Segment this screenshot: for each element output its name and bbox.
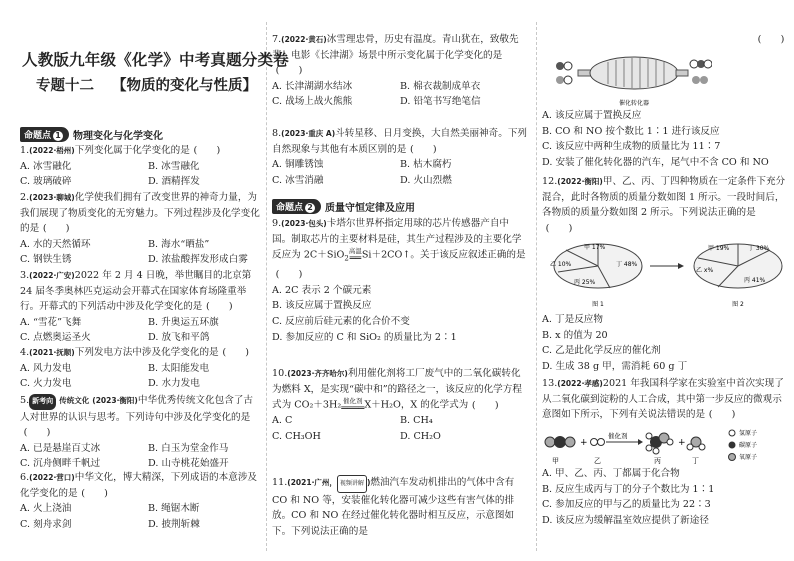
page-title: 人教版九年级《化学》中考真题分类卷	[22, 51, 289, 69]
molecule-bing	[646, 433, 673, 454]
pie-label: 乙 x%	[696, 267, 714, 274]
section-title: 质量守恒定律及应用	[325, 202, 416, 214]
option-d[interactable]: D. 铅笔书写绝笔信	[400, 96, 481, 108]
question-11-continued: ( )	[757, 34, 785, 45]
molecule-reaction-figure	[542, 426, 788, 466]
question-11: 11.(2021·广州， 视频讲解 )燃油汽车发动机排出的气体中含有 CO 和 NO 等，安装催化转化器可减少这些有害气体的排放。CO 和 NO 在经过催化转化器时相互反应，示意图如下。下列说法正确的是	[272, 477, 515, 537]
arrow-head	[638, 439, 643, 445]
video-badge[interactable]: 视频讲解	[337, 475, 367, 493]
question-5: 5. 新考向 传统文化 (2023·衡阳)中华优秀传统文化包含了古人对世界的认识与思考。下列诗句中涉及化学变化的是( ) A. 已是悬崖百丈冰 B. 白玉为堂金作马 C. 沉舟侧畔千帆过 D. 山寺桃花始盛开	[20, 393, 260, 472]
question-8: 8.(2023·重庆 A)斗转星移、日月变换，大自然美丽神奇。下列自然现象与其他有本质区别的是 ( ) A. 铜雕锈蚀 B. 枯木腐朽 C. 冰雪消融 D. 火山烈燃	[272, 126, 528, 188]
option-d[interactable]: D. 水力发电	[148, 378, 200, 390]
new-trend-badge: 新考向	[29, 394, 56, 410]
pie-chart-2	[694, 244, 782, 308]
option-b[interactable]: B. 绳锯木断	[148, 503, 200, 515]
option-c[interactable]: C. 钢铁生锈	[20, 254, 72, 266]
reaction-condition: 催化剂	[608, 432, 628, 440]
section-header-2	[272, 199, 415, 213]
column-divider	[536, 22, 537, 551]
svg-text:+: +	[678, 438, 686, 448]
question-7: 7.(2022·黄石)冰雪理忠骨，历史有温度。青山犹在，致敬先辈！电影《长津湖》场景中所示变化属于化学变化的是( ) A. 长津湖湖水结冰 B. 棉衣裁制成单衣 C. 战场上战火熊熊 D. 铅笔书写绝笔信	[272, 32, 528, 110]
option-d[interactable]: D. CH₂O	[400, 430, 441, 442]
option-d[interactable]: D. 放飞和平鸽	[148, 332, 210, 344]
question-11-options	[542, 108, 788, 170]
molecule-atom	[556, 62, 564, 70]
option-b[interactable]: B. 冰雪融化	[148, 160, 200, 172]
molecule-yi	[591, 439, 605, 446]
option-d[interactable]: D. 酒精挥发	[148, 176, 200, 188]
molecule-ding	[687, 437, 705, 450]
option-a[interactable]: A. 甲、乙、丙、丁都属于化合物	[542, 468, 680, 479]
topic-subtitle: 【物质的变化与性质】	[112, 78, 257, 94]
svg-text:碳原子: 碳原子	[739, 442, 758, 449]
option-d[interactable]: D. 安装了催化转化器的汽车，尾气中不含 CO 和 NO	[542, 156, 769, 168]
pie-chart-1	[550, 243, 642, 308]
topic-number: 专题十二	[36, 78, 94, 94]
option-b[interactable]: B. CH₄	[400, 415, 433, 427]
molecule-label: 乙	[594, 457, 601, 465]
question-9: 9.(2023·包头)卡塔尔世界杯指定用球的芯片传感器产自中国。制取芯片的主要材料是硅，其生产过程涉及的主要化学反应为 2C＋SiO$_2$ 高温 ══ Si＋2CO↑。关于该反应叙述正确的是( ) A. 2C 表示 2 个碳元素 B. 该反应属于置换反应 C. 反应前后硅元素的化合价不变 D. 参加反应的 C 和 SiO₂ 的质量比为 2∶1	[272, 216, 528, 345]
option-b[interactable]: B. 该反应属于置换反应	[272, 300, 372, 312]
figure-caption: 图 2	[732, 301, 744, 308]
option-b[interactable]: B. CO 和 NO 按个数比 1∶1 进行该反应	[542, 125, 720, 137]
question-13-options	[542, 466, 788, 528]
question-10: 10.(2023·齐齐哈尔)利用催化剂将工厂废气中的二氧化碳转化为燃料 X，是实现“碳中和”的路径之一，该反应的化学方程式为 CO₂＋3H₂ 催化剂 ════ X＋H₂O，X 的化学式为 ( ) A. C B. CH₄ C. CH₃OH D. CH₂O	[272, 366, 528, 444]
option-c[interactable]: C. 反应前后硅元素的化合价不变	[272, 315, 410, 327]
molecule-atom	[564, 76, 572, 84]
option-b[interactable]: B. 太阳能发电	[148, 362, 210, 374]
option-a[interactable]: A. 该反应属于置换反应	[542, 110, 642, 121]
svg-text:氧原子: 氧原子	[739, 454, 758, 461]
section-tag: 命题点 2	[272, 199, 321, 214]
option-a[interactable]: A. 风力发电	[20, 362, 72, 374]
molecule-label: 丙	[654, 457, 661, 465]
pie-label: 甲 19%	[708, 245, 730, 252]
option-c[interactable]: C. 该反应中两种生成物的质量比为 11∶7	[542, 141, 721, 153]
option-d[interactable]: D. 生成 38 g 甲，需消耗 60 g 丁	[542, 360, 688, 372]
option-c[interactable]: C. 乙是此化学反应的催化剂	[542, 345, 661, 357]
question-12-options	[542, 312, 788, 374]
pie-label: 丙 25%	[574, 279, 596, 286]
question-6: 6.(2022·营口)中华文化，博大精深，下列成语的本意涉及化学变化的是 ( ) A. 火上浇油 B. 绳锯木断 C. 刻舟求剑 D. 披荆斩棘	[20, 470, 260, 532]
option-a[interactable]: A. 2C 表示 2 个碳元素	[272, 284, 372, 296]
option-a[interactable]: A. 丁是反应物	[542, 314, 603, 325]
option-c[interactable]: C. 玻璃破碎	[20, 176, 72, 188]
option-d[interactable]: D. 披荆斩棘	[148, 518, 200, 530]
molecule-atom	[690, 60, 698, 68]
molecule-jia	[545, 436, 575, 448]
option-a[interactable]: A. 火上浇油	[20, 503, 72, 515]
section-header-1	[20, 127, 163, 141]
question-2: 2.(2023·聊城)化学使我们拥有了改变世界的神奇力量，为我们展现了物质变化的无穷魅力。下列过程涉及化学变化的是 ( ) A. 水的天然循环 B. 海水“晒盐” C. 钢铁生锈 D. 浓盐酸挥发形成白雾	[20, 190, 260, 268]
option-a[interactable]: A. 长津湖湖水结冰	[272, 80, 353, 92]
option-b[interactable]: B. x 的值为 20	[542, 329, 608, 341]
option-c[interactable]: C. 点燃奥运圣火	[20, 332, 91, 344]
pie-label: 甲 17%	[584, 244, 606, 251]
pie-label: 乙 10%	[550, 261, 572, 268]
molecule-atom	[692, 76, 700, 84]
option-c[interactable]: C. 沉舟侧畔千帆过	[20, 458, 101, 470]
molecule-atom	[556, 76, 564, 84]
option-d[interactable]: D. 火山烈燃	[400, 174, 452, 186]
question-4: 4.(2021·抚顺)下列发电方法中涉及化学变化的是 ( ) A. 风力发电 B. 太阳能发电 C. 火力发电 D. 水力发电	[20, 345, 260, 392]
option-c[interactable]: C. CH₃OH	[272, 430, 321, 442]
option-d[interactable]: D. 参加反应的 C 和 SiO₂ 的质量比为 2∶1	[272, 331, 457, 343]
option-a[interactable]: A. C	[272, 415, 293, 427]
section-title: 物理变化与化学变化	[73, 130, 164, 142]
option-b[interactable]: B. 升奥运五环旗	[148, 316, 219, 328]
option-d[interactable]: D. 该反应为缓解温室效应提供了新途径	[542, 514, 709, 526]
svg-text:氢原子: 氢原子	[739, 430, 758, 437]
option-c[interactable]: C. 冰雪消融	[272, 174, 324, 186]
pipe-outlet	[676, 70, 688, 76]
question-12: 12.(2022·衡阳)甲、乙、丙、丁四种物质在一定条件下充分混合，此时各物质的质量分数如图 1 所示。一段时间后，各物质的质量分数如图 2 所示。下列说法正确的是( )	[542, 176, 786, 234]
option-b[interactable]: B. 反应生成丙与丁的分子个数比为 1∶1	[542, 483, 715, 495]
question-1: 1.(2022·梧州)下列变化属于化学变化的是 ( ) A. 冰雪融化 B. 冰雪融化 C. 玻璃破碎 D. 酒精挥发	[20, 143, 260, 190]
option-c[interactable]: C. 参加反应的甲与乙的质量比为 22∶3	[542, 499, 711, 511]
option-c[interactable]: C. 刻舟求剑	[20, 518, 72, 530]
option-b[interactable]: B. 海水“晒盐”	[148, 238, 210, 250]
converter-body	[590, 57, 678, 89]
pie-charts-figure	[548, 236, 788, 310]
column-divider	[266, 22, 267, 551]
molecule-label: 丁	[692, 457, 699, 465]
molecule-atom	[700, 76, 708, 84]
option-a[interactable]: A. 冰雪融化	[20, 160, 72, 172]
option-c[interactable]: C. 战场上战火熊熊	[272, 96, 353, 108]
pie-label: 丁 30%	[748, 245, 770, 252]
question-13: 13.(2022·孝感)2021 年我国科学家在实验室中首次实现了从二氧化碳到淀粉的人工合成，其中第一步反应的微观示意图如下所示，下列有关说法错误的是 ( )	[542, 378, 784, 421]
option-d[interactable]: D. 山寺桃花始盛开	[148, 458, 229, 470]
option-d[interactable]: D. 浓盐酸挥发形成白雾	[148, 254, 248, 266]
molecule-label: 甲	[552, 457, 559, 465]
option-b[interactable]: B. 枯木腐朽	[400, 159, 452, 171]
option-a[interactable]: A. 已是悬崖百丈冰	[20, 442, 101, 454]
option-a[interactable]: A. “雪花”飞舞	[20, 316, 82, 328]
section-tag: 命题点 1	[20, 127, 69, 142]
pie-label: 丙 41%	[744, 277, 766, 284]
option-a[interactable]: A. 水的天然循环	[20, 238, 91, 250]
atom-legend	[729, 429, 758, 461]
option-c[interactable]: C. 火力发电	[20, 378, 72, 390]
option-b[interactable]: B. 棉衣裁制成单衣	[400, 80, 481, 92]
figure-caption: 催化转化器	[618, 100, 650, 107]
pie-label: 丁 48%	[616, 261, 638, 268]
molecule-atom	[704, 60, 712, 68]
topic-title	[36, 74, 257, 95]
option-a[interactable]: A. 铜雕锈蚀	[272, 159, 324, 171]
molecule-atom	[564, 62, 572, 70]
svg-text:+: +	[580, 438, 588, 448]
arrow-icon	[650, 263, 684, 269]
figure-caption: 图 1	[592, 301, 604, 308]
catalytic-converter-figure	[552, 50, 712, 108]
question-3: 3.(2022·广安)2022 年 2 月 4 日晚，举世瞩目的北京第 24 届冬季奥林匹克运动会开幕式在国家体育场隆重举行。开幕式的下列活动中涉及化学变化的是 ( ) A. “雪花”飞舞 B. 升奥运五环旗 C. 点燃奥运圣火 D. 放飞和平鸽	[20, 268, 260, 346]
option-b[interactable]: B. 白玉为堂金作马	[148, 442, 229, 454]
